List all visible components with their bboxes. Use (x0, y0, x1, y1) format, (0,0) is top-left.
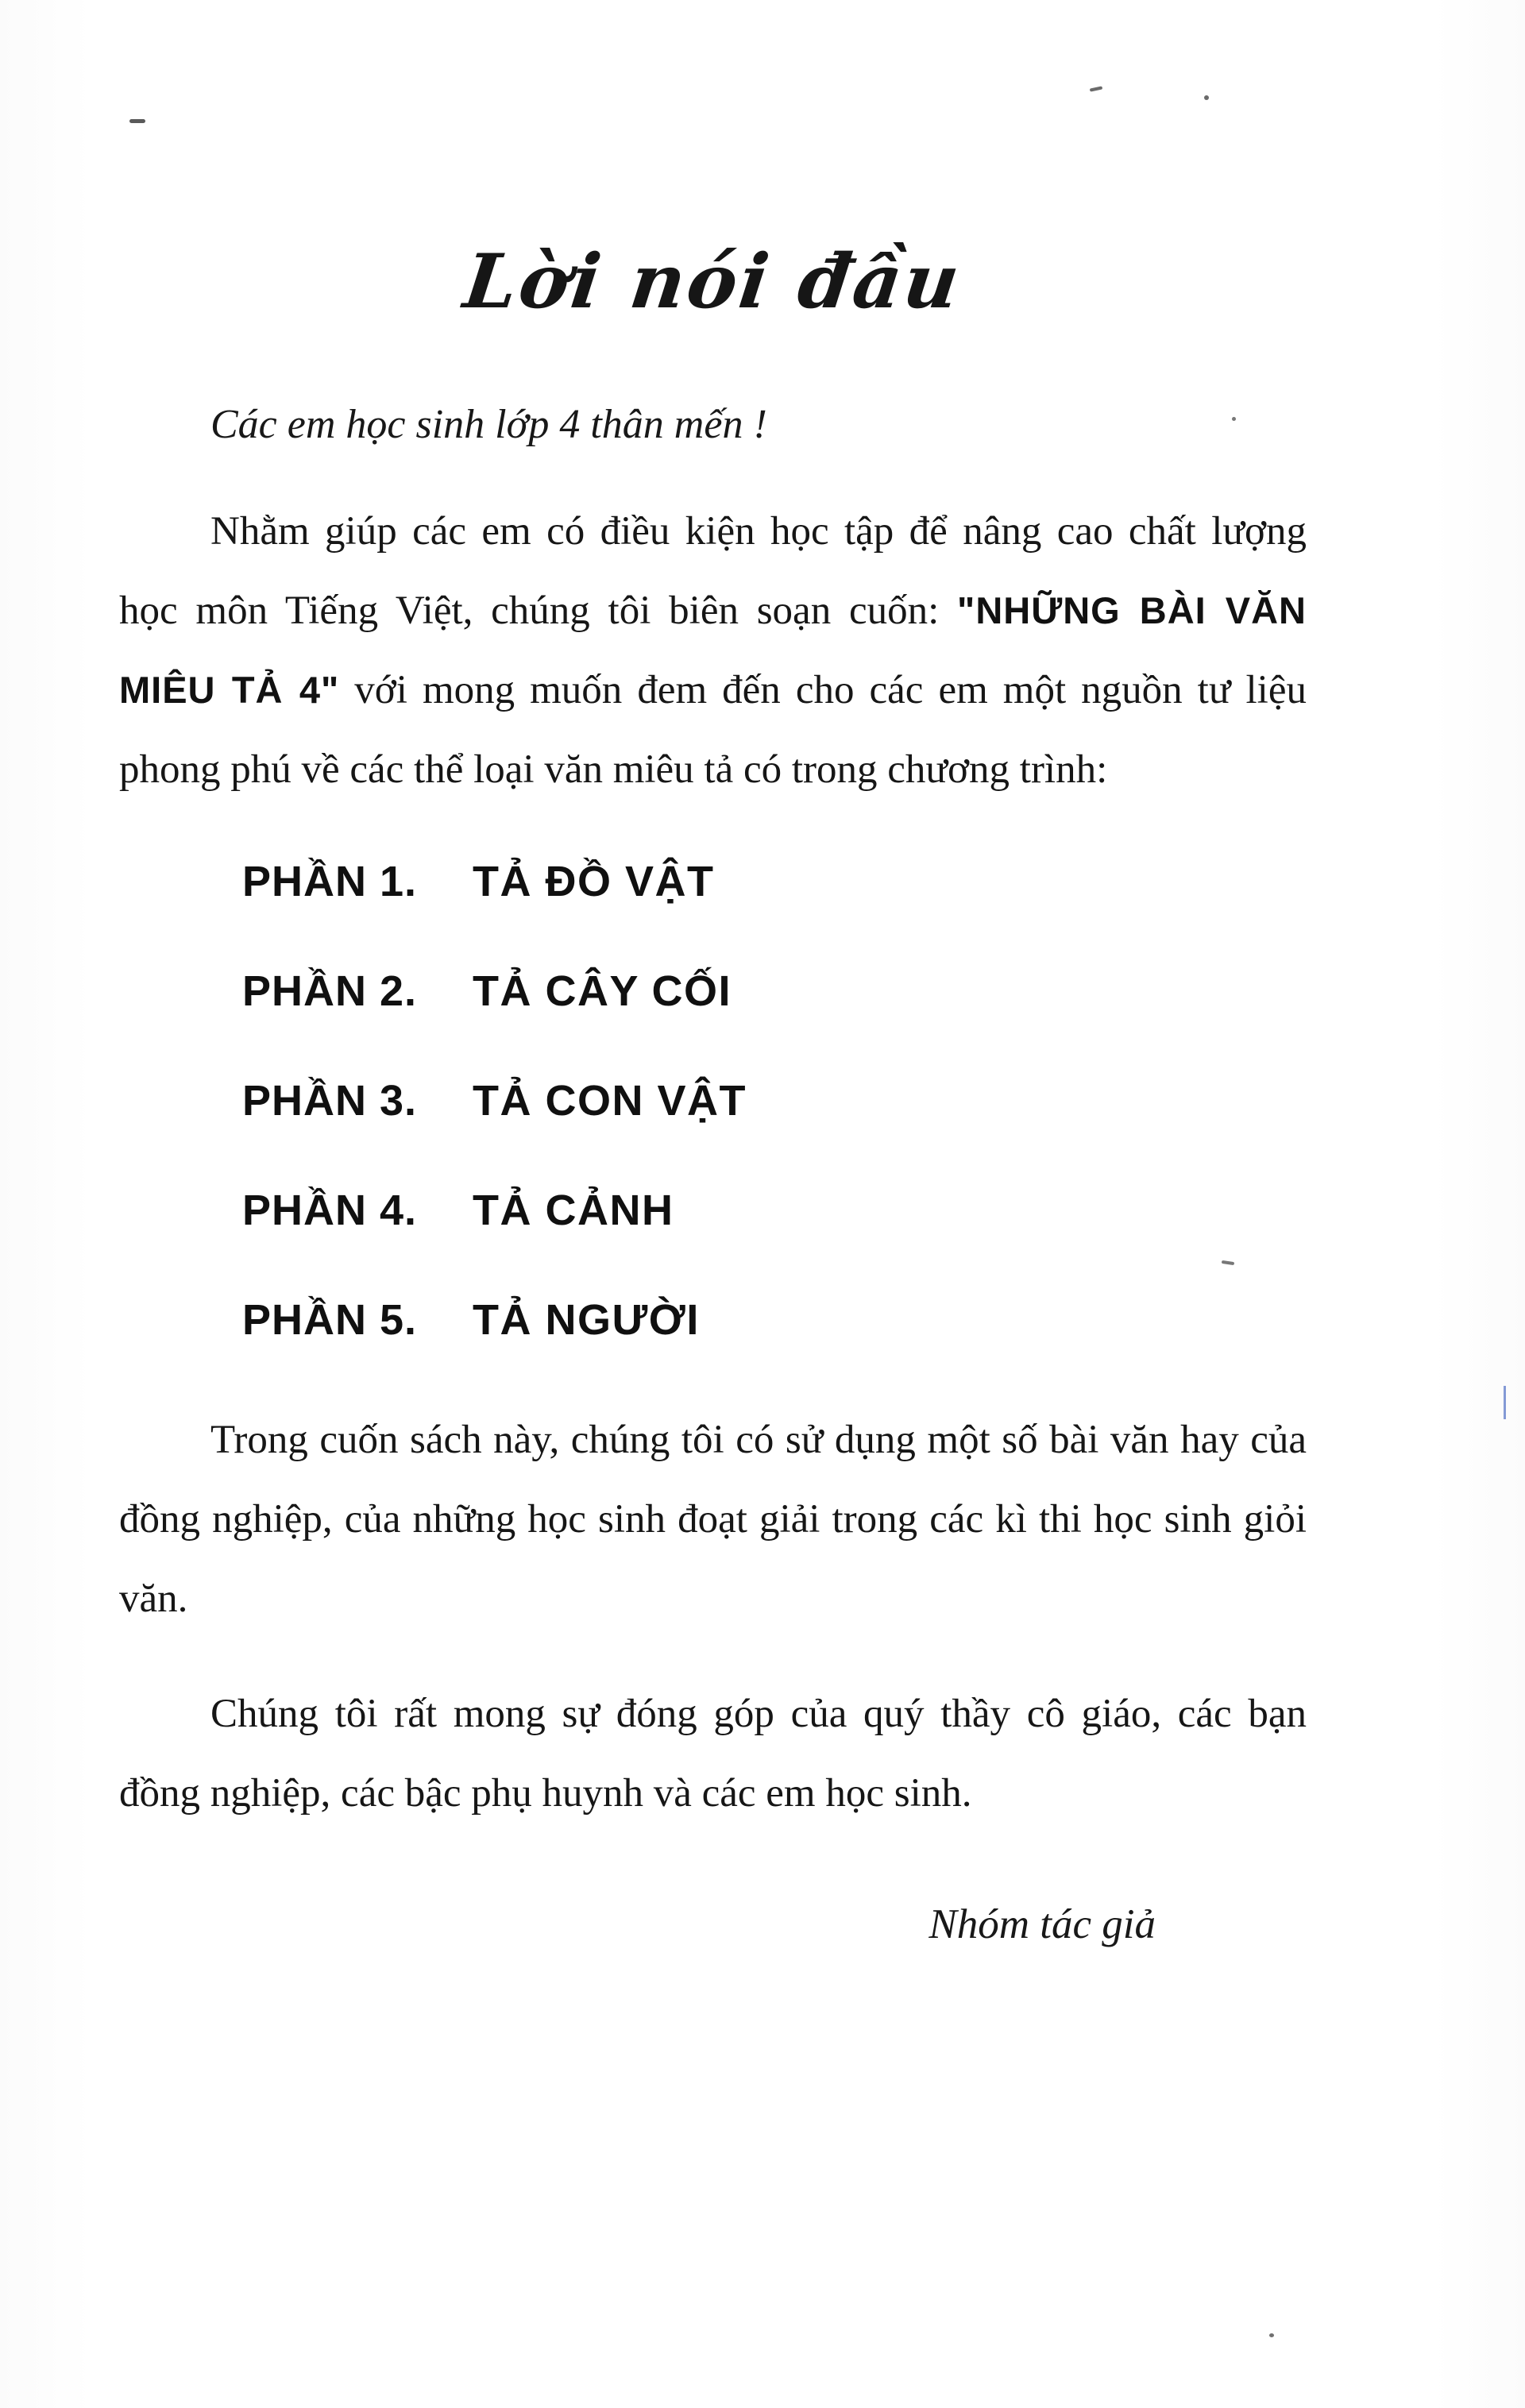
part-title: TẢ CON VẬT (473, 1077, 747, 1125)
preface-title-wrap (119, 238, 1307, 326)
part-row (242, 1186, 1307, 1235)
part-row (242, 967, 1307, 1016)
paragraph-sources: Trong cuốn sách này, chúng tôi có sử dụng một số bài văn hay của đồng nghiệp, của những học sinh đoạt giải trong các kì thi học sinh giỏi văn. (119, 1418, 1307, 1621)
part-row (242, 1076, 1307, 1125)
part-title: TẢ NGƯỜI (473, 1296, 700, 1344)
scan-artifact-dash (129, 119, 145, 123)
paragraph-intro-before: Nhằm giúp các em có điều kiện học tập để nâng cao chất lượng học môn Tiếng Việt, chúng tôi biên soạn cuốn: (119, 509, 1307, 633)
part-title: TẢ CẢNH (473, 1187, 674, 1234)
paragraph-intro-after: với mong muốn đem đến cho các em một nguồn tư liệu phong phú về các thể loại văn miêu tả có trong chương trình: (119, 668, 1307, 792)
part-title: TẢ CÂY CỐI (473, 967, 732, 1015)
part-label: PHẦN 3. (242, 1077, 418, 1125)
author-signature: Nhóm tác giả (929, 1901, 1156, 1947)
part-label: PHẦN 4. (242, 1187, 418, 1234)
paragraph-intro (119, 492, 1307, 809)
part-title: TẢ ĐỒ VẬT (473, 858, 715, 905)
part-label: PHẦN 2. (242, 967, 418, 1015)
part-row (242, 857, 1307, 906)
part-row (242, 1295, 1307, 1345)
paragraph-thanks: Chúng tôi rất mong sự đóng góp của quý thầy cô giáo, các bạn đồng nghiệp, các bậc phụ huynh và các em học sinh. (119, 1692, 1307, 1816)
scan-artifact-dot (1204, 95, 1209, 100)
book-title-text: "NHỮNG BÀI VĂN MIÊU TẢ 4" (119, 589, 1307, 711)
scan-artifact-dot (1269, 2333, 1274, 2337)
scan-artifact-mark (1090, 86, 1102, 91)
preface-title: Lời nói đầu (459, 238, 967, 326)
part-label: PHẦN 1. (242, 858, 418, 905)
part-label: PHẦN 5. (242, 1296, 418, 1344)
salutation-line: Các em học sinh lớp 4 thân mến ! (210, 402, 767, 447)
page-content (119, 238, 1307, 1948)
scan-artifact-pen-tick (1504, 1386, 1506, 1419)
parts-list (119, 857, 1307, 1345)
